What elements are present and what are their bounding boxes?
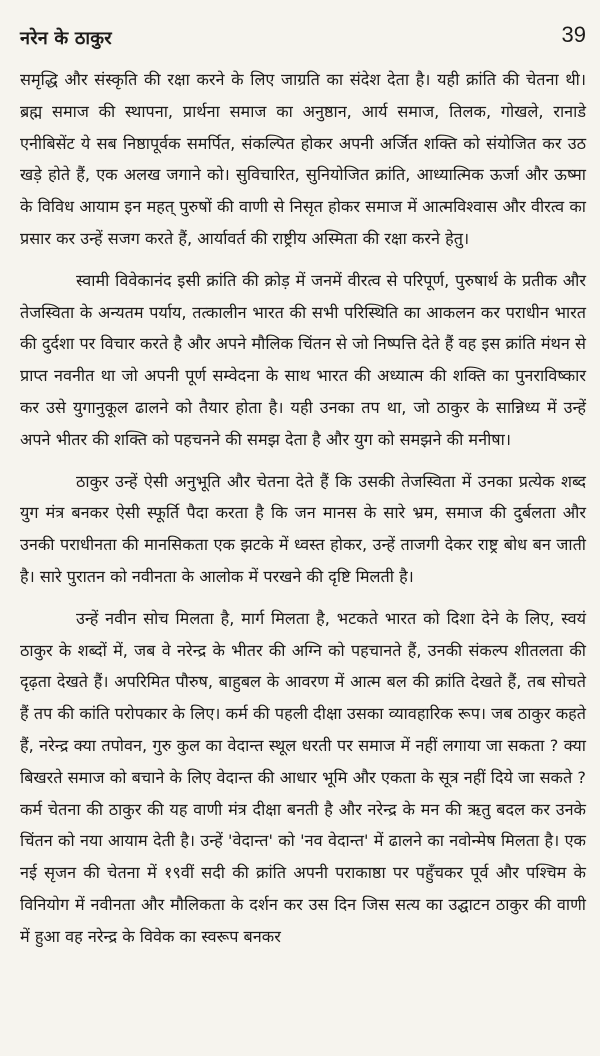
- page-header: [20, 22, 586, 52]
- paragraph: ठाकुर उन्हें ऐसी अनुभूति और चेतना देते हैं कि उसकी तेजस्विता में उनका प्रत्येक शब्द युग मंत्र बनकर ऐसी स्फूर्ति पैदा करता है कि जन मानस के सारे भ्रम, समाज की दुर्बलता और उनकी पराधीनता की मानसिकता एक झटके में ध्वस्त होकर, उन्हें ताजगी देकर राष्ट्र बोध बन जाती है। सारे पुरातन को नवीनता के आलोक में परखने की दृष्टि मिलती है।: [20, 471, 586, 586]
- running-title: नरेन के ठाकुर: [20, 28, 112, 49]
- page-number: 39: [561, 22, 586, 47]
- paragraph: स्वामी विवेकानंद इसी क्रांति की क्रोड़ में जनमें वीरत्व से परिपूर्ण, पुरुषार्थ के प्रतीक और तेजस्विता के अन्यतम पर्याय, तत्कालीन भारत की सभी परिस्थिति का आकलन कर पराधीन भारत की दुर्दशा पर विचार करते है और अपने मौलिक चिंतन से जो निष्पत्ति देते हैं वह इस क्रांति मंथन से प्राप्त नवनीत था जो अपनी पूर्ण सम्वेदना के साथ भारत की अध्यात्म की शक्ति का पुनराविष्कार कर उसे युगानुकूल ढालने को तैयार होता है। यही उनका तप था, जो ठाकुर के सान्निध्य में उन्हें अपने भीतर की शक्ति को पहचनने की समझ देता है और युग को समझने की मनीषा।: [20, 270, 586, 449]
- paragraph: उन्हें नवीन सोच मिलता है, मार्ग मिलता है, भटकते भारत को दिशा देने के लिए, स्वयं ठाकुर के शब्दों में, जब वे नरेन्द्र के भीतर की अग्नि को पहचानते हैं, उनकी संकल्प शीतलता की दृढ़ता देखते हैं। अपरिमित पौरुष, बाहुबल के आवरण में आत्म बल की क्रांति देखते हैं, तब सोचते हैं तप की कांति परोपकार के लिए। कर्म की पहली दीक्षा उसका व्यावहारिक रूप। जब ठाकुर कहते हैं, नरेन्द्र क्या तपोवन, गुरु कुल का वेदान्त स्थूल धरती पर समाज में नहीं लगाया जा सकता ? क्या बिखरते समाज को बचाने के लिए वेदान्त की आधार भूमि और एकता के सूत्र नहीं दिये जा सकते ? कर्म चेतना की ठाकुर की यह वाणी मंत्र दीक्षा बनती है और नरेन्द्र के मन की ऋतु बदल कर उनके चिंतन को नया आयाम देती है। उन्हें 'वेदान्त' को 'नव वेदान्त' में ढालने का नवोन्मेष मिलता है। एक नई सृजन की चेतना में १९वीं सदी की क्रांति अपनी पराकाष्ठा पर पहुँचकर पूर्व और पश्चिम के विनियोग में नवीनता और मौलिकता के दर्शन कर उस दिन जिस सत्य का उद्घाटन ठाकुर की वाणी में हुआ वह नरेन्द्र के विवेक का स्वरूप बनकर: [20, 608, 586, 946]
- paragraph: समृद्धि और संस्कृति की रक्षा करने के लिए जाग्रति का संदेश देता है। यही क्रांति की चेतना थी। ब्रह्म समाज की स्थापना, प्रार्थना समाज का अनुष्ठान, आर्य समाज, तिलक, गोखले, रानाडे एनीबिसेंट ये सब निष्ठापूर्वक समर्पित, संकल्पित होकर अपनी अर्जित शक्ति को संयोजित कर उठ खड़े होते हैं, एक अलख जगाने को। सुविचारित, सुनियोजित क्रांति, आध्यात्मिक ऊर्जा और ऊष्मा के विविध आयाम इन महत् पुरुषों की वाणी से निसृत होकर समाज में आत्मविश्वास और वीरत्व का प्रसार कर उन्हें सजग करते हैं, आर्यावर्त की राष्ट्रीय अस्मिता की रक्षा करने हेतु।: [20, 70, 586, 248]
- page-body: [20, 64, 586, 963]
